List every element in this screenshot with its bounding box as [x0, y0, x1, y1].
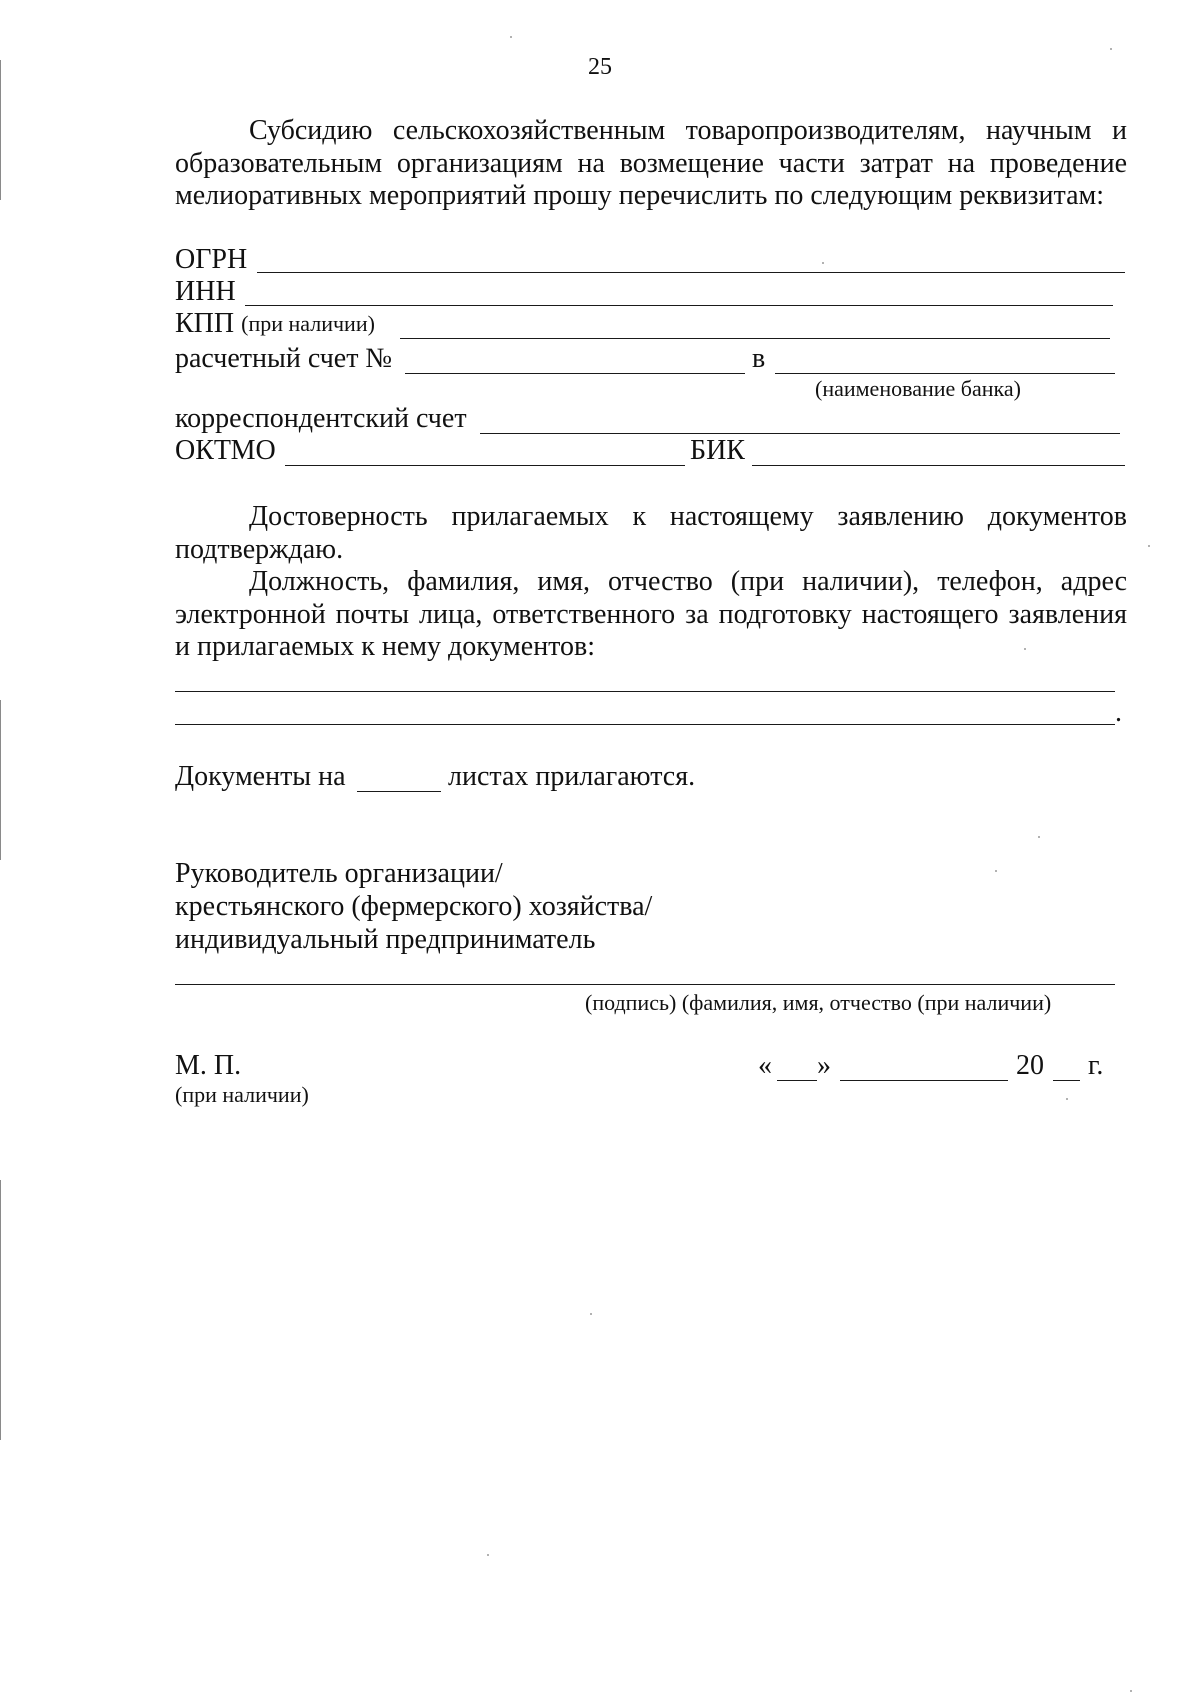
bank-prefix: в	[752, 343, 766, 374]
signatory-line-3: индивидуальный предприниматель	[175, 924, 596, 955]
date-century: 20	[1016, 1050, 1044, 1081]
ogrn-row	[175, 244, 247, 276]
scan-speck	[487, 1554, 489, 1556]
bank-name-field[interactable]	[775, 373, 1115, 374]
kpp-field[interactable]	[400, 338, 1110, 339]
date-year-suffix: г.	[1088, 1050, 1104, 1081]
corr-account-field[interactable]	[480, 433, 1120, 434]
documents-before: Документы на	[175, 761, 346, 792]
ogrn-field[interactable]	[257, 272, 1125, 273]
scan-speck	[510, 36, 512, 38]
reliability-paragraph: Достоверность прилагаемых к настоящему заявлению документов подтверждаю.	[175, 501, 1127, 565]
signatory-line-2: крестьянского (фермерского) хозяйства/	[175, 891, 653, 922]
scan-speck	[1110, 48, 1112, 50]
inn-label: ИНН	[175, 276, 236, 307]
scan-speck	[1148, 545, 1150, 547]
scan-speck	[822, 262, 824, 264]
ogrn-label: ОГРН	[175, 244, 248, 275]
kpp-row	[175, 308, 375, 340]
inn-row	[175, 276, 236, 308]
kpp-label: КПП	[175, 308, 235, 339]
stamp-note: (при наличии)	[175, 1082, 309, 1107]
scan-speck	[1024, 648, 1026, 650]
responsible-field-line-1[interactable]	[175, 691, 1115, 692]
date-close-quote: »	[817, 1050, 831, 1081]
date-year-field[interactable]	[1053, 1080, 1080, 1081]
responsible-paragraph: Должность, фамилия, имя, отчество (при наличии), телефон, адрес электронной почты лица, ответственного за подготовку настоящего заявления и прилагаемых к нему документов:	[175, 566, 1127, 662]
responsible-end-mark: .	[1115, 697, 1122, 728]
account-field[interactable]	[405, 373, 745, 374]
corr-account-label: корреспондентский счет	[175, 403, 467, 434]
bank-caption: (наименование банка)	[815, 376, 1021, 401]
account-row	[175, 343, 392, 375]
scan-edge-mark	[0, 60, 1, 200]
inn-field[interactable]	[245, 305, 1113, 306]
scan-speck	[590, 1313, 592, 1315]
date-day-field[interactable]	[777, 1080, 817, 1081]
corr-account-row	[175, 403, 467, 435]
kpp-note: (при наличии)	[241, 311, 375, 336]
date-open-quote: «	[758, 1050, 772, 1081]
responsible-field-line-2[interactable]	[175, 724, 1115, 725]
date-month-field[interactable]	[840, 1080, 1008, 1081]
bank-prefix-row	[752, 343, 765, 375]
oktmo-field[interactable]	[285, 465, 685, 466]
scan-speck	[1038, 836, 1040, 838]
account-label: расчетный счет №	[175, 343, 393, 374]
bik-field[interactable]	[752, 465, 1125, 466]
scan-edge-mark	[0, 1180, 1, 1440]
scan-speck	[1130, 1690, 1132, 1692]
signature-field[interactable]	[175, 984, 1115, 985]
scan-edge-mark	[0, 700, 1, 860]
scan-speck	[995, 870, 997, 872]
bik-row	[690, 435, 745, 467]
scan-speck	[1066, 1098, 1068, 1100]
documents-after: листах прилагаются.	[448, 761, 696, 792]
oktmo-label: ОКТМО	[175, 435, 276, 466]
signatory-line-1: Руководитель организации/	[175, 858, 503, 889]
documents-count-field[interactable]	[357, 791, 441, 792]
oktmo-row	[175, 435, 276, 467]
page-number: 25	[588, 54, 612, 80]
stamp-label: М. П.	[175, 1050, 242, 1081]
bik-label: БИК	[690, 435, 745, 466]
signature-caption: (подпись) (фамилия, имя, отчество (при наличии)	[585, 990, 1052, 1015]
intro-paragraph: Субсидию сельскохозяйственным товаропроизводителям, научным и образовательным организациям на возмещение части затрат на проведение мелиоративных мероприятий прошу перечислить по следующим реквизитам:	[175, 115, 1127, 211]
